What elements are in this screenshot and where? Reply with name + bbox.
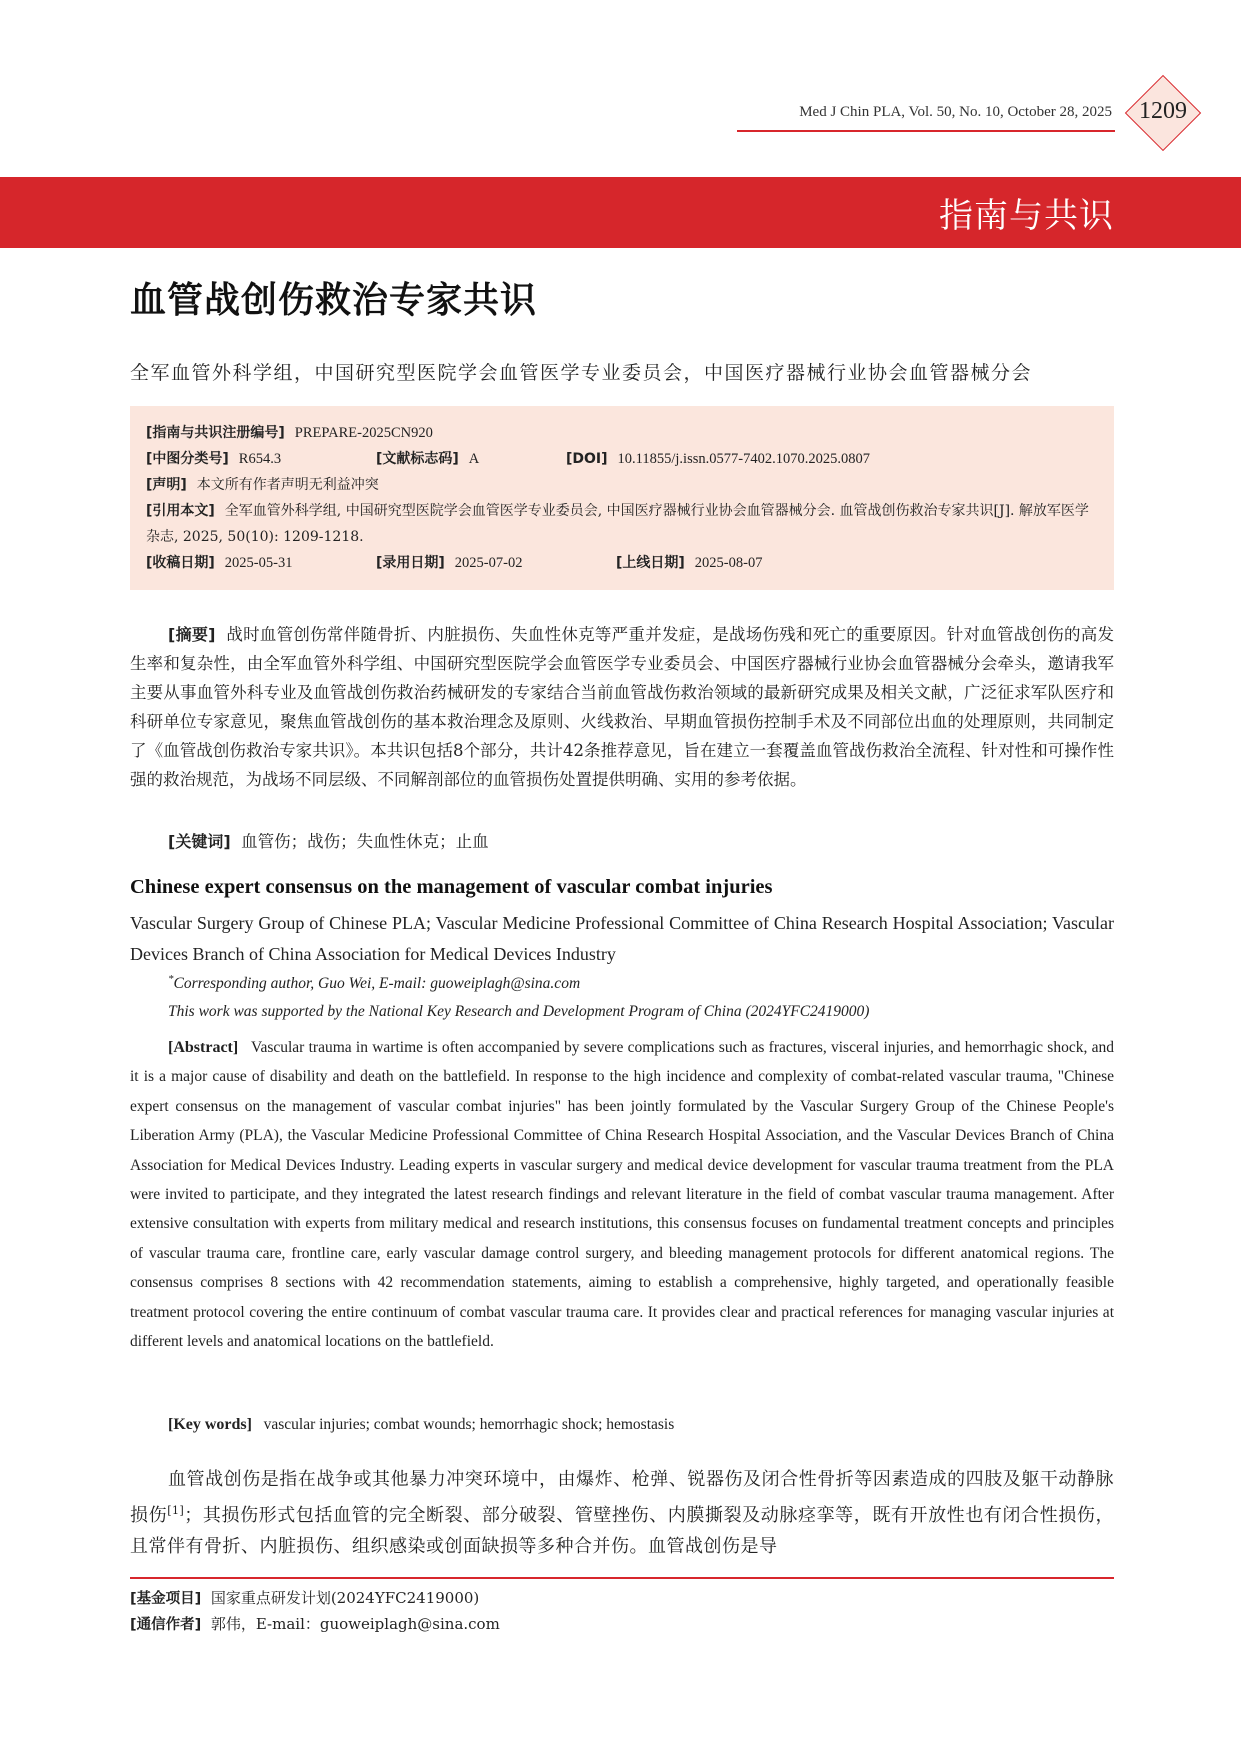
corresponding-author-text: Corresponding author, Guo Wei, E-mail: guoweiplagh@sina.com <box>173 975 581 993</box>
abstract-cn <box>130 620 1114 794</box>
dates-row <box>146 550 1098 576</box>
doc-code-value: A <box>468 451 480 467</box>
online-value: 2025-08-07 <box>694 555 763 571</box>
registration-label: [指南与共识注册编号] <box>146 425 285 441</box>
funding-en: This work was supported by the National Key Research and Development Program of China (2024YFC2419000) <box>168 1003 870 1020</box>
abstract-cn-text: 战时血管创伤常伴随骨折、内脏损伤、失血性休克等严重并发症，是战场伤残和死亡的重要原因。针对血管战创伤的高发生率和复杂性，由全军血管外科学组、中国研究型医院学会血管医学专业委员会、中国医疗器械行业协会血管器械分会牵头，邀请我军主要从事血管外科专业及血管战创伤救治药械研发的专家结合当前血管战伤救治领域的最新研究成果及相关文献，广泛征求军队医疗和科研单位专家意见，聚焦血管战创伤的基本救治理念及原则、火线救治、早期血管损伤控制手术及不同部位出血的处理原则，共同制定了《血管战创伤救治专家共识》。本共识包括8个部分，共计42条推荐意见，旨在建立一套覆盖血管战伤救治全流程、针对性和可操作性强的救治规范，为战场不同层级、不同解剖部位的血管损伤处置提供明确、实用的参考依据。 <box>130 625 1114 789</box>
authors-cn: 全军血管外科学组，中国研究型医院学会血管医学专业委员会，中国医疗器械行业协会血管器械分会 <box>130 362 1033 384</box>
body-paragraph <box>130 1464 1114 1557</box>
doi-label: [DOI] <box>566 451 608 467</box>
article-info-box <box>130 406 1114 590</box>
statement-row <box>146 472 1098 498</box>
keywords-cn-label: [关键词] <box>168 832 231 851</box>
received-value: 2025-05-31 <box>224 555 293 571</box>
header-rule <box>737 130 1115 132</box>
accepted-label: [录用日期] <box>376 555 445 571</box>
citation-row <box>146 498 1098 550</box>
accepted-value: 2025-07-02 <box>454 555 523 571</box>
authors-en: Vascular Surgery Group of Chinese PLA; Vascular Medicine Professional Committee of China Research Hospital Association; Vascular Devices Branch of China Association for Medical Devices Industry <box>130 913 1114 964</box>
statement-value: 本文所有作者声明无利益冲突 <box>196 477 379 493</box>
classification-row <box>146 446 1098 472</box>
footer-funding <box>130 1587 479 1608</box>
footer-funding-value: 国家重点研发计划(2024YFC2419000) <box>210 1589 480 1607</box>
clc-value: R654.3 <box>238 451 282 467</box>
registration-row <box>146 420 1098 446</box>
corresponding-mark: * <box>168 973 174 985</box>
citation-value: 全军血管外科学组, 中国研究型医院学会血管医学专业委员会, 中国医疗器械行业协会血管器械分会. 血管战创伤救治专家共识[J]. 解放军医学杂志, 2025, 50(10): 1209-1218. <box>146 503 1089 545</box>
footer-correspondence-value: 郭伟，E-mail：guoweiplagh@sina.com <box>210 1615 500 1633</box>
journal-citation-line: Med J Chin PLA, Vol. 50, No. 10, October 28, 2025 <box>799 104 1112 120</box>
corresponding-author-en <box>168 973 580 993</box>
section-banner-title: 指南与共识 <box>939 196 1114 236</box>
doi-value[interactable]: 10.11855/j.issn.0577-7402.1070.2025.0807 <box>617 451 870 467</box>
keywords-en-label: [Key words] <box>168 1416 252 1433</box>
article-title-en: Chinese expert consensus on the management of vascular combat injuries <box>130 876 773 898</box>
abstract-cn-label: [摘要] <box>168 625 216 644</box>
keywords-en <box>168 1416 674 1434</box>
body-text-part1: 血管战创伤是指在战争或其他暴力冲突环境中，由爆炸、枪弹、锐器伤及闭合性骨折等因素造成的四肢及躯干动静脉损伤 <box>130 1469 1114 1526</box>
statement-label: [声明] <box>146 477 187 493</box>
abstract-en-text: Vascular trauma in wartime is often accompanied by severe complications such as fractures, visceral injuries, and hemorrhagic shock, and it is a major cause of disability and death on the battlefield. In response to the high incidence and complexity of combat-related vascular trauma, "Chinese expert consensus on the management of vascular combat injuries" has been jointly formulated by the Vascular Surgery Group of the Chinese People's Liberation Army (PLA), the Vascular Medicine Professional Committee of China Research Hospital Association, and the Vascular Devices Branch of China Association for Medical Devices Industry. Leading experts in vascular surgery and medical device development for vascular trauma treatment from the PLA were invited to participate, and they integrated the latest research findings and relevant literature in the field of combat vascular trauma management. After extensive consultation with experts from military medical and research institutions, this consensus focuses on fundamental treatment concepts and principles of vascular trauma care, frontline care, early vascular damage control surgery, and bleeding management protocols for different anatomical regions. The consensus comprises 8 sections with 42 recommendation statements, aiming to establish a comprehensive, highly targeted, and operationally feasible treatment protocol covering the entire continuum of combat vascular trauma care. It provides clear and practical references for managing vascular injuries at different levels and anatomical locations on the battlefield. <box>130 1039 1114 1351</box>
received-label: [收稿日期] <box>146 555 215 571</box>
clc-label: [中图分类号] <box>146 451 229 467</box>
citation-label: [引用本文] <box>146 503 215 519</box>
article-title-cn: 血管战创伤救治专家共识 <box>130 280 538 321</box>
doc-code-label: [文献标志码] <box>376 451 459 467</box>
footer-correspondence-label: [通信作者] <box>130 1617 202 1633</box>
footer-funding-label: [基金项目] <box>130 1591 202 1607</box>
abstract-en-label: [Abstract] <box>168 1039 239 1056</box>
keywords-en-text: vascular injuries; combat wounds; hemorrhagic shock; hemostasis <box>263 1416 675 1433</box>
registration-value: PREPARE-2025CN920 <box>294 425 433 441</box>
online-label: [上线日期] <box>616 555 685 571</box>
footer-correspondence <box>130 1613 500 1634</box>
keywords-cn-text: 血管伤；战伤；失血性休克；止血 <box>241 832 489 851</box>
page-number: 1209 <box>1139 98 1187 124</box>
keywords-cn <box>168 828 489 852</box>
abstract-en <box>130 1033 1114 1356</box>
body-text-part2: ；其损伤形式包括血管的完全断裂、部分破裂、管壁挫伤、内膜撕裂及动脉痉挛等，既有开放性也有闭合性损伤，且常伴有骨折、内脏损伤、组织感染或创面缺损等多种合并伤。血管战创伤是导 <box>130 1505 1114 1557</box>
reference-1-link[interactable]: [1] <box>167 1504 185 1517</box>
footer-rule <box>130 1577 1114 1579</box>
